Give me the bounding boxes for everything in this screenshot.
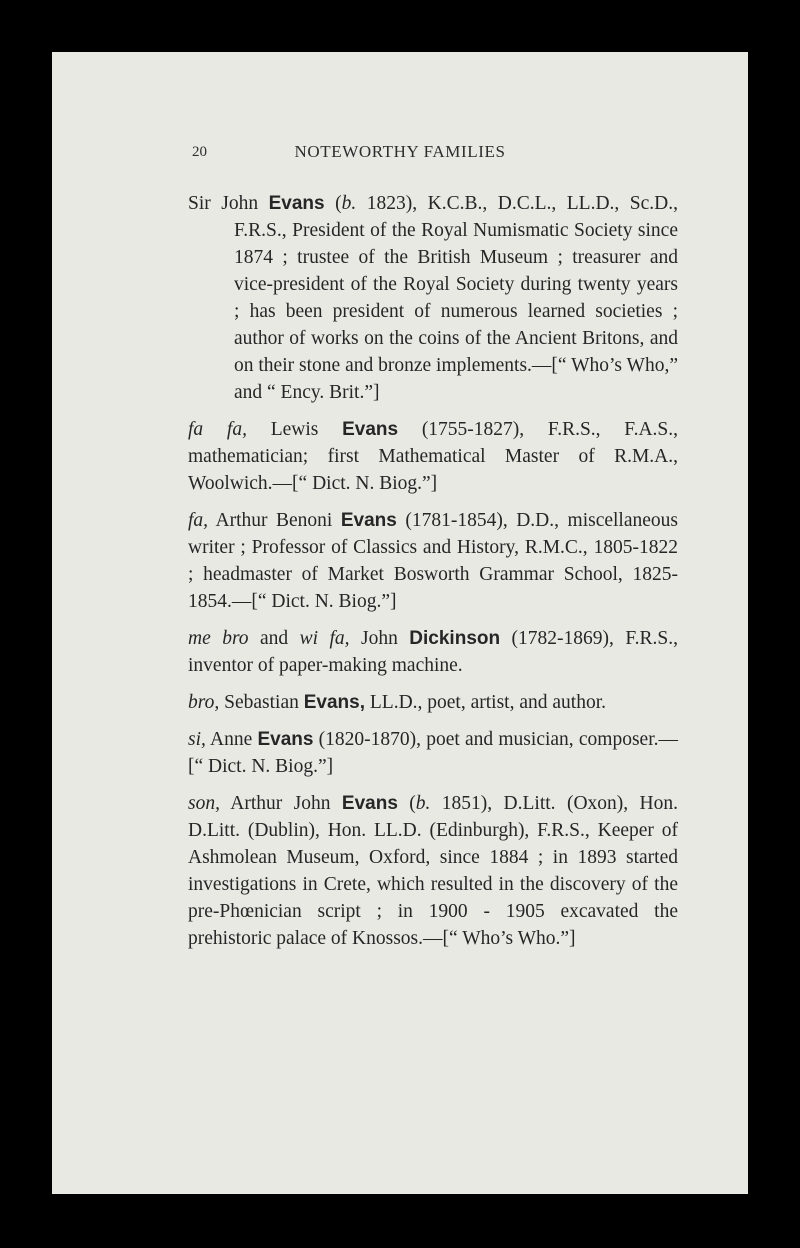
relation-label: wi fa, bbox=[299, 628, 350, 649]
surname: Evans bbox=[340, 510, 397, 531]
page-header bbox=[52, 142, 748, 166]
surname: Evans, bbox=[303, 692, 365, 713]
entry-john-dickinson: me bro and wi fa, John Dickinson (1782-1869), F.R.S., inventor of paper-making machine. bbox=[188, 628, 679, 676]
book-page bbox=[52, 52, 748, 1194]
relation-label: me bro bbox=[188, 628, 249, 649]
relation-label: fa fa, bbox=[188, 419, 247, 440]
running-title: NOTEWORTHY FAMILIES bbox=[294, 142, 506, 161]
entry-john-evans: Sir John Evans (b. 1823), K.C.B., D.C.L., LL.D., Sc.D., F.R.S., President of the Royal Numismatic Society since 1874 ; trustee of the British Museum ; treasurer and vice-president of the Royal Society during twenty years ; has been president of numerous learned societies ; author of works on the coins of the Ancient Britons, and on their stone and bronze implements.—[“ Who’s Who,” and “ Ency. Brit.”] bbox=[188, 193, 678, 403]
relation-label: si, bbox=[188, 729, 206, 750]
genealogy-text bbox=[188, 190, 678, 962]
relation-label: bro, bbox=[188, 692, 220, 713]
surname: Evans bbox=[341, 793, 398, 814]
relation-label: son, bbox=[188, 793, 220, 814]
entry-arthur-benoni-evans: fa, Arthur Benoni Evans (1781-1854), D.D., miscellaneous writer ; Professor of Classics and History, R.M.C., 1805-1822 ; headmaster of Market Bosworth Grammar School, 1825-1854.—[“ Dict. N. Biog.”] bbox=[188, 510, 678, 612]
entry-arthur-john-evans: son, Arthur John Evans (b. 1851), D.Litt. (Oxon), Hon. D.Litt. (Dublin), Hon. LL.D. (Edinburgh), F.R.S., Keeper of Ashmolean Museum, Oxford, since 1884 ; in 1893 started investigations in Crete, which resulted in the discovery of the pre-Phœnician script ; in 1900 - 1905 excavated the prehistoric palace of Knossos.—[“ Who’s Who.”] bbox=[188, 793, 678, 949]
relation-label: fa, bbox=[188, 510, 209, 531]
entry-sebastian-evans: bro, Sebastian Evans, LL.D., poet, artist, and author. bbox=[188, 692, 606, 713]
entry-lewis-evans: fa fa, Lewis Evans (1755-1827), F.R.S., F.A.S., mathematician; first Mathematical Master of R.M.A., Woolwich.—[“ Dict. N. Biog.”] bbox=[188, 419, 678, 494]
page-number: 20 bbox=[192, 144, 207, 160]
surname: Dickinson bbox=[409, 628, 501, 649]
entry-anne-evans: si, Anne Evans (1820-1870), poet and musician, composer.—[“ Dict. N. Biog.”] bbox=[188, 729, 678, 777]
surname: Evans bbox=[268, 193, 325, 214]
surname: Evans bbox=[342, 419, 399, 440]
surname: Evans bbox=[257, 729, 314, 750]
